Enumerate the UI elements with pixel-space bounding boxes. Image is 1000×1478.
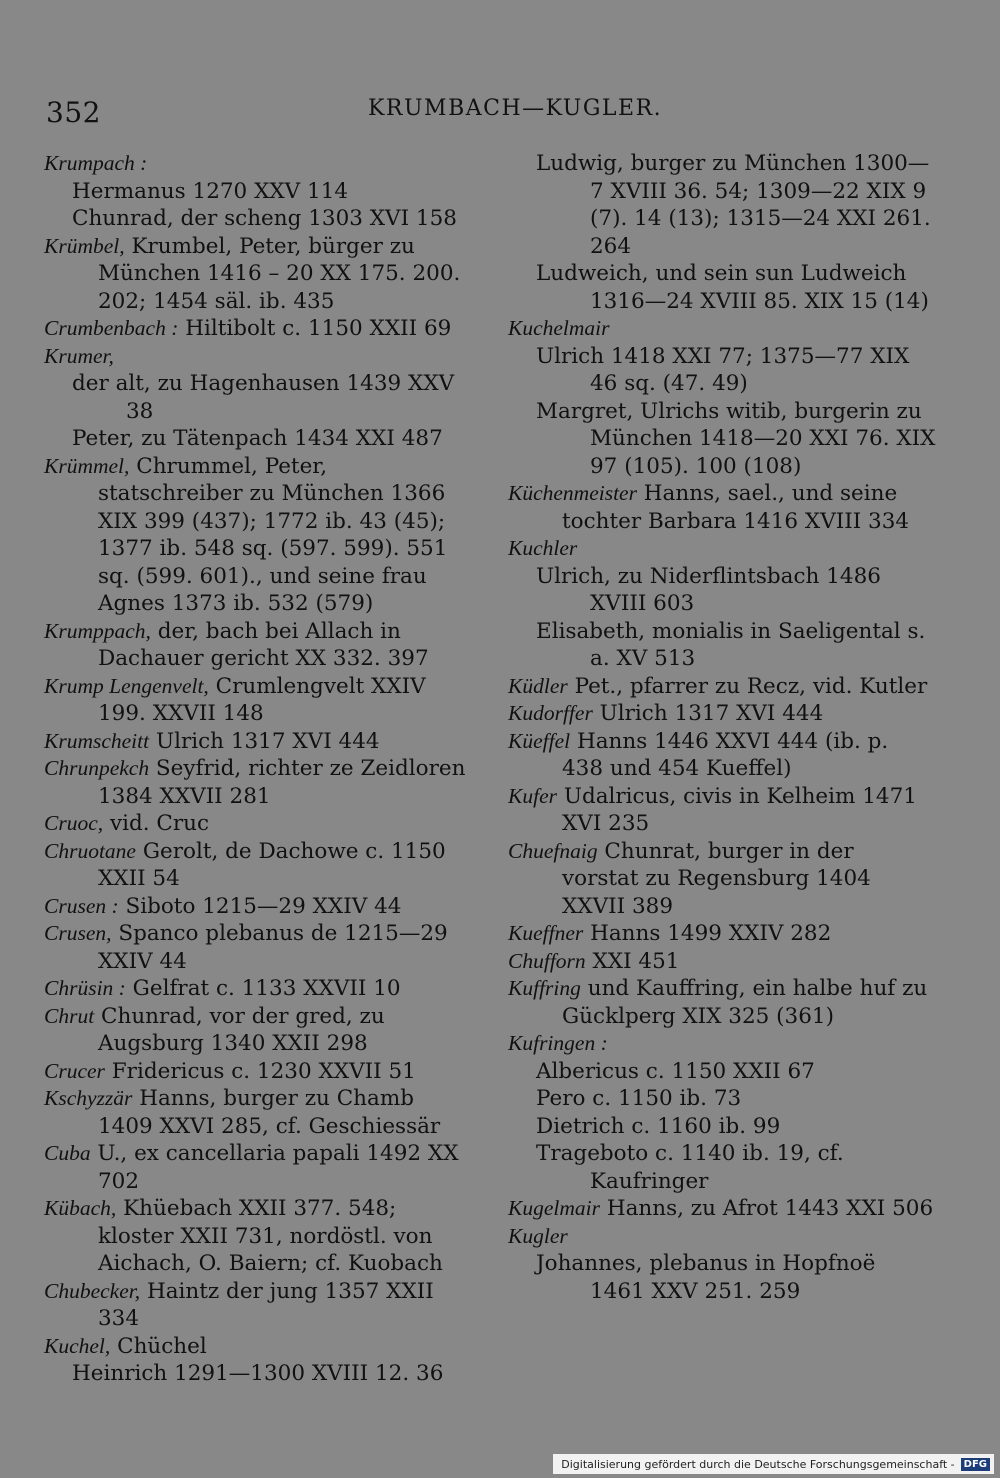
index-heading-text: Krumer, [44, 343, 114, 368]
index-entry [508, 673, 936, 701]
index-entry [44, 315, 472, 343]
index-entry-head: Krump Lengenvelt, [44, 673, 209, 698]
index-subentry: Heinrich 1291—1300 XVIII 12. 36 [72, 1361, 444, 1386]
index-subentry: Margret, Ulrichs witib, burgerin zu München 1418—20 XXI 76. XIX 97 (105). 100 (108) [536, 398, 936, 479]
index-entry-head: Cuba [44, 1141, 91, 1165]
index-entry [44, 1058, 472, 1086]
index-entry-head: Küeffel [508, 728, 571, 753]
index-entry [44, 810, 472, 838]
footer-text: Digitalisierung gefördert durch die Deutsche Forschungsgemeinschaft - [561, 1457, 955, 1471]
index-entry-head: Krümmel, [44, 453, 130, 478]
index-entry-head: Kudorffer [508, 701, 593, 725]
index-entry-text: Chunrad, vor der gred, zu Augsburg 1340 XXII 298 [94, 1003, 385, 1056]
index-entry-text: Spanco plebanus de 1215—29 XXIV 44 [98, 921, 448, 974]
index-entry-head: Kuchel, [44, 1333, 111, 1358]
index-entry-head: Küchenmeister [508, 481, 637, 505]
index-heading-text: Kuchelmair [508, 316, 610, 340]
index-subentry: der alt, zu Hagenhausen 1439 XXV 38 [72, 371, 455, 424]
index-heading-text: Kuchler [508, 536, 578, 560]
index-entry-text: XXI 451 [585, 948, 680, 974]
index-entry-text: Gelfrat c. 1133 XXVII 10 [125, 976, 401, 1001]
index-heading [44, 150, 472, 178]
index-entry-text: Khüebach XXII 377. 548; kloster XXII 731, nordöstl. von Aichach, O. Baiern; cf. Kuobach [98, 1196, 443, 1276]
index-heading-text: Krumpach : [44, 151, 148, 175]
index-entry-head: Chruotane [44, 838, 136, 863]
index-heading-text: Kufringen : [508, 1031, 608, 1055]
index-subentry: Chunrad, der scheng 1303 XVI 158 [72, 206, 457, 231]
index-entry [508, 783, 936, 838]
index-entry-head: Krumppach, [44, 618, 151, 643]
index-entry-head: Chubecker, [44, 1278, 141, 1303]
index-entry-text: Hanns 1446 XXVI 444 (ib. p. 438 und 454 Kueffel) [562, 728, 889, 781]
index-entry [44, 1278, 472, 1333]
index-entry-head: Crusen, [44, 921, 112, 945]
index-entry-head: Crusen : [44, 893, 119, 918]
index-entry-head: Chrüsin : [44, 976, 126, 1000]
index-entry-text: Haintz der jung 1357 XXII 334 [98, 1278, 434, 1331]
index-entry-head: Kübach, [44, 1196, 117, 1220]
index-entry-head: Crumbenbach : [44, 316, 179, 340]
left-column [44, 150, 472, 1388]
dfg-logo: DFG [961, 1458, 990, 1471]
index-entry [44, 838, 472, 893]
index-entry [44, 1195, 472, 1278]
index-entry-text: Pet., pfarrer zu Recz, vid. Kutler [567, 673, 928, 699]
index-entry-head: Crucer [44, 1058, 105, 1083]
index-entry-head: Cruoc, [44, 811, 104, 835]
index-entry-text: Hanns, sael., und seine tochter Barbara 1416 XVIII 334 [562, 481, 910, 534]
index-entry [44, 893, 472, 921]
index-entry [44, 975, 472, 1003]
index-entry [508, 728, 936, 783]
index-entry-text: U., ex cancellaria papali 1492 XX 702 [90, 1141, 459, 1194]
index-subentry: Ulrich, zu Niderflintsbach 1486 XVIII 603 [536, 563, 881, 616]
page-number: 352 [46, 96, 101, 129]
index-entry [44, 618, 472, 673]
index-entry-text: Krumbel, Peter, bürger zu München 1416 – 20 XX 175. 200. 202; 1454 säl. ib. 435 [98, 233, 461, 314]
index-entry-head: Krümbel, [44, 233, 125, 258]
index-subentry: Ludweich, und sein sun Ludweich 1316—24 XVIII 85. XIX 15 (14) [536, 261, 929, 314]
index-entry-text: Ulrich 1317 XVI 444 [149, 728, 380, 754]
index-subentry: Dietrich c. 1160 ib. 99 [536, 1113, 781, 1139]
index-entry-text: Chrummel, Peter, statschreiber zu München 1366 XIX 399 (437); 1772 ib. 43 (45); 1377 ib. 548 sq. (597. 599). 551 sq. (599. 601)., und seine frau Agnes 1373 ib. 532 (579) [98, 453, 448, 616]
index-heading [508, 315, 936, 343]
index-subentry: Elisabeth, monialis in Saeligental s. a. XV 513 [536, 618, 926, 671]
index-subentry: Johannes, plebanus in Hopfnoë 1461 XXV 251. 259 [536, 1251, 876, 1304]
index-entry [508, 1195, 936, 1223]
index-subentry: Hermanus 1270 XXV 114 [72, 178, 349, 204]
index-subentry: Ludwig, burger zu München 1300—7 XVIII 36. 54; 1309—22 XIX 9 (7). 14 (13); 1315—24 XXI 261. 264 [536, 151, 931, 259]
index-entry [508, 948, 936, 976]
index-heading [508, 1030, 936, 1058]
index-entry [44, 673, 472, 728]
index-entry-head: Kuffring [508, 976, 581, 1000]
index-heading [508, 1223, 936, 1251]
index-entry [44, 453, 472, 618]
index-entry [44, 728, 472, 756]
index-subentry: Pero c. 1150 ib. 73 [536, 1086, 742, 1111]
index-entry-head: Kufer [508, 783, 557, 808]
running-head: KRUMBACH—KUGLER. [368, 96, 663, 121]
index-entry-text: Crumlengvelt XXIV 199. XXVII 148 [98, 673, 426, 726]
index-entry-head: Chufforn [508, 948, 586, 973]
index-entry-text: Chüchel [110, 1333, 207, 1359]
index-entry-head: Krumscheitt [44, 728, 150, 753]
index-entry [44, 233, 472, 316]
index-entry-text: Hanns, zu Afrot 1443 XXI 506 [599, 1196, 934, 1221]
index-entry-head: Chuefnaig [508, 838, 598, 863]
index-subentry: Ulrich 1418 XXI 77; 1375—77 XIX 46 sq. (47. 49) [536, 343, 910, 396]
index-entry-text: vid. Cruc [103, 811, 210, 836]
index-entry-text: Ulrich 1317 XVI 444 [592, 701, 824, 726]
index-entry [44, 1333, 472, 1361]
index-entry [508, 480, 936, 535]
index-entry-text: Siboto 1215—29 XXIV 44 [118, 893, 402, 919]
index-entry-text: der, bach bei Allach in Dachauer gericht XX 332. 397 [98, 618, 429, 671]
index-entry-text: Seyfrid, richter ze Zeidloren 1384 XXVII 281 [98, 756, 466, 809]
index-entry-head: Kschyzzär [44, 1086, 133, 1110]
index-entry [508, 700, 936, 728]
index-entry [508, 838, 936, 921]
index-subentry: Trageboto c. 1140 ib. 19, cf. Kaufringer [536, 1141, 844, 1194]
index-heading-text: Kugler [508, 1223, 568, 1248]
index-entry-text: Udalricus, civis in Kelheim 1471 XVI 235 [556, 783, 917, 836]
index-entry-text: Hiltibolt c. 1150 XXII 69 [178, 316, 452, 341]
index-entry [44, 920, 472, 975]
index-entry-head: Kugelmair [508, 1196, 600, 1220]
index-entry-text: Fridericus c. 1230 XXVII 51 [104, 1058, 416, 1084]
index-entry-head: Chrunpekch [44, 756, 150, 780]
index-entry [508, 920, 936, 948]
index-entry-head: Kueffner [508, 921, 584, 945]
index-heading [44, 343, 472, 371]
index-entry-text: und Kauffring, ein halbe huf zu Gücklperg XIX 325 (361) [562, 976, 928, 1029]
index-entry [44, 755, 472, 810]
index-entry-head: Küdler [508, 673, 568, 698]
index-entry [44, 1140, 472, 1195]
index-entry-text: Hanns 1499 XXIV 282 [583, 921, 832, 946]
index-entry-text: Hanns, burger zu Chamb 1409 XXVI 285, cf. Geschiessär [98, 1086, 441, 1139]
footer-bar [553, 1454, 994, 1474]
right-column [508, 150, 936, 1305]
index-entry-head: Chrut [44, 1003, 95, 1028]
index-entry [508, 975, 936, 1030]
index-heading [508, 535, 936, 563]
index-subentry: Peter, zu Tätenpach 1434 XXI 487 [72, 426, 443, 451]
index-entry [44, 1085, 472, 1140]
index-entry-text: Gerolt, de Dachowe c. 1150 XXII 54 [98, 838, 446, 891]
index-entry [44, 1003, 472, 1058]
index-entry-text: Chunrat, burger in der vorstat zu Regensburg 1404 XXVII 389 [562, 838, 871, 919]
index-subentry: Albericus c. 1150 XXII 67 [536, 1058, 815, 1084]
